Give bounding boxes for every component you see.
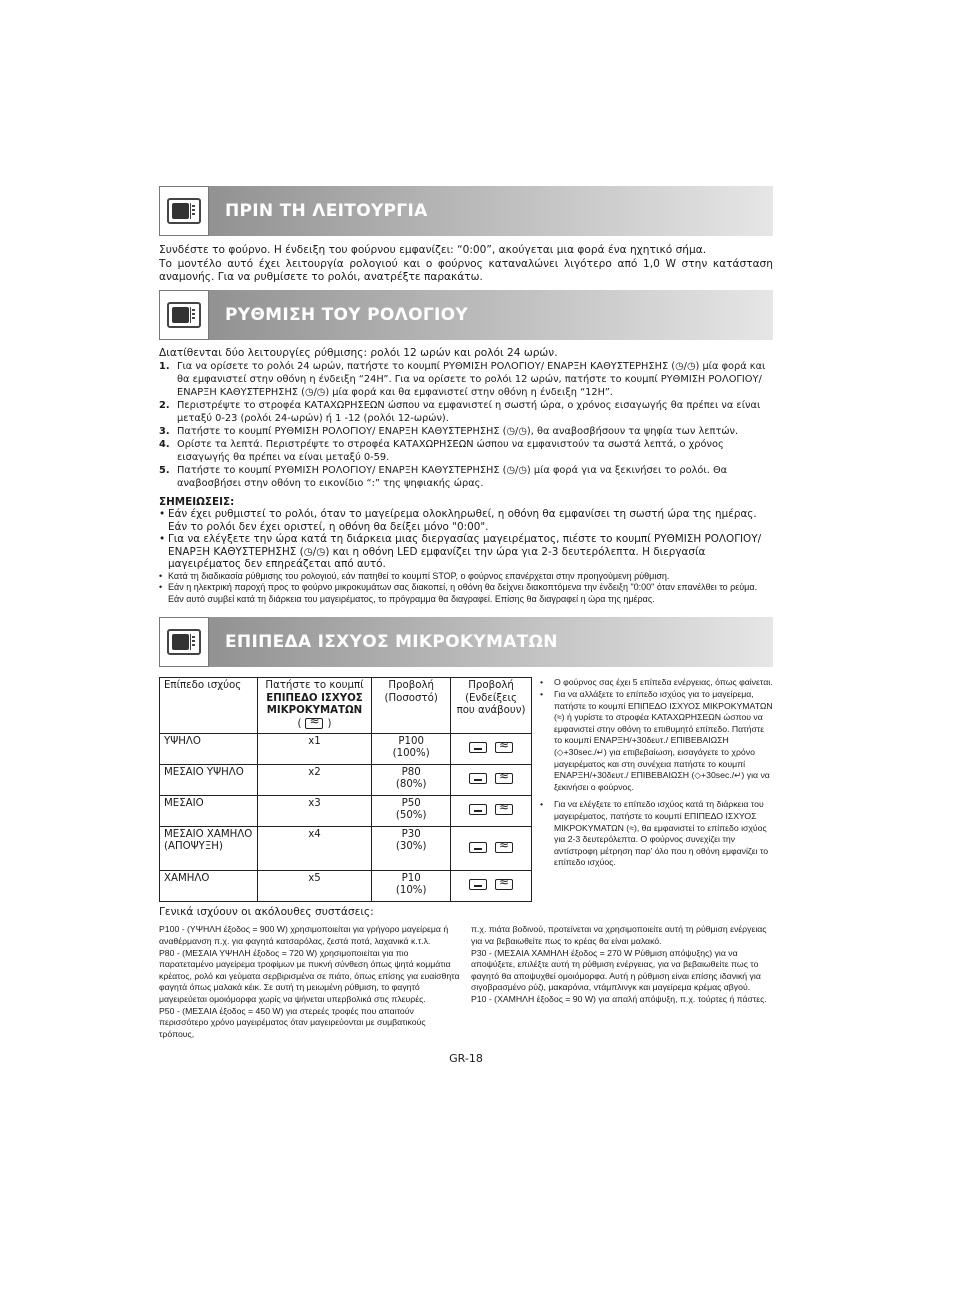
step-number: 3. <box>159 426 170 437</box>
step-item <box>159 360 773 399</box>
microwave-power-icon <box>495 842 513 853</box>
rec-item: P30 - (ΜΕΣΑΙΑ ΧΑΜΗΛΗ έξοδος = 270 W Ρύθμιση απόψυξης) για να αποψύξετε, επιλέξτε αυτή τη ρύθμιση ενέργειας, για να βεβαιωθείτε πως το φαγητό θα αποψυχθεί ομοιόμορφα. Αυτή η ρύθμιση είναι επίσης ιδανική για σιγοβρασμένο ρύζι, μακαρόνια, ντάμπλινγκ και μαγείρεμα κρέμας αβγού. <box>471 947 761 993</box>
step-text: Πατήστε το κουμπί ΡΥΘΜΙΣΗ ΡΟΛΟΓΙΟΥ/ ΕΝΑΡΞΗ ΚΑΘΥΣΤΕΡΗΣΗΣ (◷/◷), θα αναβοσβήσουν τα ψηφία των λεπτών. <box>177 426 739 437</box>
header-cell: Προβολή (Ποσοστό) <box>372 678 451 734</box>
clock-lead: Διατίθενται δύο λειτουργίες ρύθμισης: ρολόι 12 ωρών και ρολόι 24 ωρών. <box>159 346 558 359</box>
notes-title: ΣΗΜΕΙΩΣΕΙΣ: <box>159 496 235 508</box>
recommendations <box>159 924 773 1040</box>
side-note: • Για να αλλάξετε το επίπεδο ισχύος για το μαγείρεμα, πατήστε το κουμπί ΕΠΙΠΕΔΟ ΙΣΧΥΟΣ ΜΙΚΡΟΚΥΜΑΤΩΝ (≈) ή γυρίστε το στροφέα ΚΑΤΑΧΩΡΗΣΕΩΝ ώσπου να εμφανιστεί στην οθόνη το επιθυμητό επίπεδο. Πατήστε το κουμπί ΕΝΑΡΞΗ/+30δευτ./ ΕΠΙΒΕΒΑΙΩΣΗ (◇+30sec./↵) για επιβεβαίωση, εισαγάγετε το χρόνο μαγειρέματος και στη συνέχεια πατήστε το κουμπί ΕΝΑΡΞΗ/+30δευτ./ ΕΠΙΒΕΒΑΙΩΣΗ (◇+30sec./↵) για να ξεκινήσει ο φούρνος. <box>540 689 773 793</box>
power-percent: (10%) <box>395 885 427 897</box>
percent-cell <box>372 733 451 764</box>
recommendations-lead: Γενικά ισχύουν οι ακόλουθες συστάσεις: <box>159 905 374 918</box>
level-cell: ΜΕΣΑΙΟ ΥΨΗΛΟ <box>160 764 258 795</box>
level-indicator-icon <box>469 742 487 753</box>
power-percent: (30%) <box>395 841 427 853</box>
rec-item: P80 - (ΜΕΣΑΙΑ ΥΨΗΛΗ έξοδος = 720 W) χρησιμοποιείται για πιο παρατεταμένο μαγείρεμα τροφίμων με πυκνή σύνθεση όπως ψητά κομμάτια κρέατος, ρολό και γεύματα σερβιρισμένα σε πιάτο, όπως επίσης για ευαίσθητα φαγητά όπως μαλακά κέικ. Σε αυτή τη μειωμένη ρύθμιση, το φαγητό μαγειρεύεται ομοιόμορφα χωρίς να ψήνεται υπερβολικά στις πλευρές. <box>159 947 460 1005</box>
note-item: • Για να ελέγξετε την ώρα κατά τη διάρκεια μιας διεργασίας μαγειρέματος, πιέστε το κουμπί ΡΥΘΜΙΣΗ ΡΟΛΟΓΙΟΥ/ΕΝΑΡΞΗ ΚΑΘΥΣΤΕΡΗΣΗΣ (◷/◷) και η οθόνη LED εμφανίζει την ώρα για 2-3 δευτερόλεπτα. Η διεργασία μαγειρέματος δεν επηρεάζεται από αυτό. <box>159 533 773 571</box>
side-notes-list <box>540 677 773 869</box>
indicator-cell <box>451 826 532 870</box>
microwave-power-icon <box>495 879 513 890</box>
indicator-cell <box>451 870 532 901</box>
step-item <box>159 425 773 438</box>
level-indicator-icon <box>469 804 487 815</box>
percent-cell <box>372 826 451 870</box>
indicator-cell <box>451 764 532 795</box>
power-table <box>159 677 532 902</box>
rec-item: P10 - (ΧΑΜΗΛΗ έξοδος = 90 W) για απαλή απόψυξη, π.χ. τούρτες ή πάστες. <box>471 994 767 1005</box>
table-row <box>160 764 532 795</box>
table-row <box>160 826 532 870</box>
press-cell: x4 <box>257 826 372 870</box>
power-block <box>159 677 773 902</box>
note-item: • Κατά τη διαδικασία ρύθμισης του ρολογιού, εάν πατηθεί το κουμπί STOP, ο φούρνος επανέρχεται στην προηγούμενη ρύθμιση. <box>159 571 773 583</box>
notes-list-small <box>159 571 773 606</box>
section-banner-before-operation <box>159 186 773 236</box>
step-text: Περιστρέψτε το στροφέα ΚΑΤΑΧΩΡΗΣΕΩΝ ώσπου να εμφανιστεί η σωστή ώρα, ο χρόνος εισαγωγής θα πρέπει να είναι μεταξύ 0-23 (ρολόι 24-ωρών) ή 1 -12 (ρολόι 12-ωρών). <box>177 400 761 424</box>
percent-cell <box>372 870 451 901</box>
rec-item: π.χ. πιάτα βοδινού, προτείνεται να χρησιμοποιείτε αυτή τη ρύθμιση ενέργειας για να βεβαιωθείτε πως το κρέας θα είναι μαλακό. <box>471 924 767 947</box>
power-code: P10 <box>401 872 421 884</box>
step-text: Ορίστε τα λεπτά. Περιστρέψτε το στροφέα ΚΑΤΑΧΩΡΗΣΕΩΝ ώσπου να εμφανιστούν τα σωστά λεπτά, ο χρόνος εισαγωγής θα πρέπει να είναι μεταξύ 0-59. <box>177 439 724 463</box>
header-cell: Προβολή (Ενδείξεις που ανάβουν) <box>451 678 532 734</box>
step-number: 5. <box>159 465 170 476</box>
rec-item: P100 - (ΥΨΗΛΗ έξοδος = 900 W) χρησιμοποιείται για γρήγορο μαγείρεμα ή αναθέρμανση π.χ. για φαγητά κατσαρόλας, ζεστά ποτά, λαχανικά κ.τ.λ. <box>159 924 449 947</box>
header-text: Πατήστε το κουμπί <box>265 680 364 692</box>
table-row <box>160 795 532 826</box>
press-cell: x1 <box>257 733 372 764</box>
microwave-icon <box>159 186 209 236</box>
microwave-icon <box>159 290 209 340</box>
table-row <box>160 870 532 901</box>
note-item: • Εάν η ηλεκτρική παροχή προς το φούρνο μικροκυμάτων σας διακοπεί, η οθόνη θα δείχνει διακοπτόμενα την ένδειξη "0:00" όταν επανέλθει το ρεύμα. Εάν αυτό συμβεί κατά τη διάρκεια του μαγειρέματος, το πρόγραμμα θα διαγραφεί. Επίσης θα διαγραφεί η ώρα της ημέρας. <box>159 582 773 605</box>
section-banner-clock-setting <box>159 290 773 340</box>
percent-cell <box>372 795 451 826</box>
indicator-cell <box>451 733 532 764</box>
step-number: 1. <box>159 361 170 372</box>
power-side-notes <box>540 677 773 902</box>
note-item: • Εάν έχει ρυθμιστεί το ρολόι, όταν το μαγείρεμα ολοκληρωθεί, η οθόνη θα εμφανίσει τη σωστή ώρα της ημέρας. Εάν το ρολόι δεν έχει οριστεί, η οθόνη θα δείξει μόνο "0:00". <box>159 508 773 533</box>
intro-paragraph: Το μοντέλο αυτό έχει λειτουργία ρολογιού και ο φούρνος καταναλώνει λιγότερο από 1,0 W στην κατάσταση αναμονής. Για να ρυθμίσετε το ρολόι, ανατρέξτε παρακάτω. <box>159 257 773 283</box>
intro-paragraph: Συνδέστε το φούρνο. Η ένδειξη του φούρνου εμφανίζει: “0:00”, ακούγεται μια φορά ένα ηχητικό σήμα. <box>159 244 707 256</box>
page-content <box>159 186 773 1065</box>
header-cell: Επίπεδο ισχύος <box>160 678 258 734</box>
power-code: P50 <box>401 797 421 809</box>
power-code: P100 <box>398 735 424 747</box>
page-number: GR-18 <box>449 1052 483 1066</box>
press-cell: x5 <box>257 870 372 901</box>
side-note: • Ο φούρνος σας έχει 5 επίπεδα ενέργειας, όπως φαίνεται. <box>540 677 773 689</box>
power-percent: (80%) <box>395 779 427 791</box>
power-code: P80 <box>401 766 421 778</box>
table-header <box>160 678 532 734</box>
microwave-power-icon <box>495 742 513 753</box>
step-number: 4. <box>159 439 170 450</box>
header-cell: Πατήστε το κουμπί ΕΠΙΠΕΔΟ ΙΣΧΥΟΣ ΜΙΚΡΟΚΥΜΑΤΩΝ (≈ ) <box>257 678 372 734</box>
level-cell: ΥΨΗΛΟ <box>160 733 258 764</box>
level-cell: ΧΑΜΗΛΟ <box>160 870 258 901</box>
section-title: ΡΥΘΜΙΣΗ ΤΟΥ ΡΟΛΟΓΙΟΥ <box>225 304 468 325</box>
power-percent: (50%) <box>395 810 427 822</box>
recommendations-left <box>159 924 461 1040</box>
indicator-cell <box>451 795 532 826</box>
side-note: • Για να ελέγξετε το επίπεδο ισχύος κατά τη διάρκεια του μαγειρέματος, πατήστε το κουμπί ΕΠΙΠΕΔΟ ΙΣΧΥΟΣ ΜΙΚΡΟΚΥΜΑΤΩΝ (≈), θα εμφανιστεί το επίπεδο ισχύος για 2-3 δευτερόλεπτα. Ο φούρνος συνεχίζει την αντίστροφη μέτρηση παρ' όλο που η οθόνη εμφανίζει το επίπεδο ισχύος. <box>540 799 773 869</box>
notes-list <box>159 508 773 571</box>
power-code: P30 <box>401 828 421 840</box>
microwave-power-icon <box>305 718 323 729</box>
recommendations-right <box>471 924 773 1040</box>
level-indicator-icon <box>469 879 487 890</box>
microwave-icon <box>159 617 209 667</box>
clock-block <box>159 347 773 606</box>
level-indicator-icon <box>469 842 487 853</box>
level-cell: ΜΕΣΑΙΟ ΧΑΜΗΛΟ (ΑΠΟΨΥΞΗ) <box>160 826 258 870</box>
intro-block <box>159 244 773 285</box>
step-item <box>159 399 773 425</box>
percent-cell <box>372 764 451 795</box>
step-text: Πατήστε το κουμπί ΡΥΘΜΙΣΗ ΡΟΛΟΓΙΟΥ/ ΕΝΑΡΞΗ ΚΑΘΥΣΤΕΡΗΣΗΣ (◷/◷) μία φορά για να ξεκινήσει το ρολόι. Θα αναβοσβήσει στην οθόνη το εικονίδιο “:” της ψηφιακής ώρας. <box>177 465 728 489</box>
section-banner-power-levels <box>159 617 773 667</box>
power-percent: (100%) <box>392 748 430 760</box>
level-indicator-icon <box>469 773 487 784</box>
rec-item: P50 - (ΜΕΣΑΙΑ έξοδος = 450 W) για στερεές τροφές που απαιτούν περισσότερο χρόνο μαγειρέματος όταν μαγειρεύονται με συμβατικούς τρόπους, <box>159 1005 426 1039</box>
step-number: 2. <box>159 400 170 411</box>
section-title: ΕΠΙΠΕΔΑ ΙΣΧΥΟΣ ΜΙΚΡΟΚΥΜΑΤΩΝ <box>225 632 558 653</box>
press-cell: x3 <box>257 795 372 826</box>
step-item <box>159 438 773 464</box>
microwave-power-icon <box>495 804 513 815</box>
clock-steps <box>159 360 773 490</box>
header-text-bold: ΕΠΙΠΕΔΟ ΙΣΧΥΟΣ ΜΙΚΡΟΚΥΜΑΤΩΝ <box>266 692 363 717</box>
level-cell: ΜΕΣΑΙΟ <box>160 795 258 826</box>
section-title: ΠΡΙΝ ΤΗ ΛΕΙΤΟΥΡΓΙΑ <box>225 201 428 221</box>
step-text: Για να ορίσετε το ρολόι 24 ωρών, πατήστε το κουμπί ΡΥΘΜΙΣΗ ΡΟΛΟΓΙΟΥ/ ΕΝΑΡΞΗ ΚΑΘΥΣΤΕΡΗΣΗΣ (◷/◷) μία φορά και θα εμφανιστεί στην οθόνη η ένδειξη “24H”. Για να ορίσετε το ρολόι 12 ωρών, πατήστε το κουμπί ΡΥΘΜΙΣΗ ΡΟΛΟΓΙΟΥ/ ΕΝΑΡΞΗ ΚΑΘΥΣΤΕΡΗΣΗΣ (◷/◷) μία φορά και θα εμφανιστεί στην οθόνη η ένδειξη “12H”. <box>177 361 766 398</box>
press-cell: x2 <box>257 764 372 795</box>
microwave-power-icon <box>495 773 513 784</box>
table-row <box>160 733 532 764</box>
step-item <box>159 464 773 490</box>
